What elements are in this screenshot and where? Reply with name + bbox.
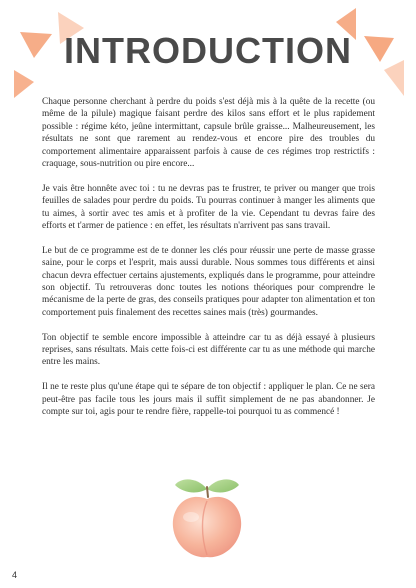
triangle-left-3 (14, 70, 34, 98)
intro-text (42, 96, 375, 431)
page-number: 4 (12, 570, 18, 580)
paragraph-4: Ton objectif te semble encore impossible à atteindre car tu as déjà essayé à plusieurs reprises, sans résultats. Mais cette fois-ci est différente car tu as une méthode qui marche entre les mains. (42, 332, 375, 368)
peach-icon (167, 473, 247, 563)
paragraph-3: Le but de ce programme est de te donner les clés pour réussir une perte de masse grasse saine, pour le corps et l'esprit, mais aussi durable. Nous sommes tous différents et ainsi chacun devra effectuer certains ajustements, expliqués dans le programme, pour atteindre son objectif. Tu retrouveras donc toutes les notions théoriques pour comprendre le mécanisme de la perte de gras, des conseils pratiques pour adapter ton alimentation et ton comportement puis finalement des recettes saines mais (très) gourmandes. (42, 245, 375, 318)
paragraph-5: Il ne te reste plus qu'une étape qui te sépare de ton objectif : appliquer le plan. Ce ne sera peut-être pas facile tous les jours mais il suffit simplement de ne pas abandonner. Je compte sur toi, agis pour te rendre fière, rappelle-toi pourquoi tu as commencé ! (42, 382, 375, 418)
page-title: INTRODUCTION (64, 30, 352, 71)
paragraph-2: Je vais être honnête avec toi : tu ne devras pas te frustrer, te priver ou manger que trois feuilles de salades pour perdre du poids. Tu pourras continuer à manger les aliments que tu aimes, à sortir avec tes amis et à profiter de la vie. Cependant tu devras faire des efforts et t'armer de patience : en effet, les résultats n'arrivent pas sans travail. (42, 183, 375, 232)
paragraph-1: Chaque personne cherchant à perdre du poids s'est déjà mis à la quête de la recette (ou même de la pilule) magique faisant perdre des kilos sans effort et le plus rapidement possible : régime kéto, jeûne intermittant, capsule brûle graisse... Malheureusement, les résultats ne sont que rarement au rendez-vous et encore pire des troubles du comportement alimentaire apparaissent parfois à cause de ces régimes trop restrictifs : craquage, sous-nutrition ou pire encore... (42, 97, 375, 170)
